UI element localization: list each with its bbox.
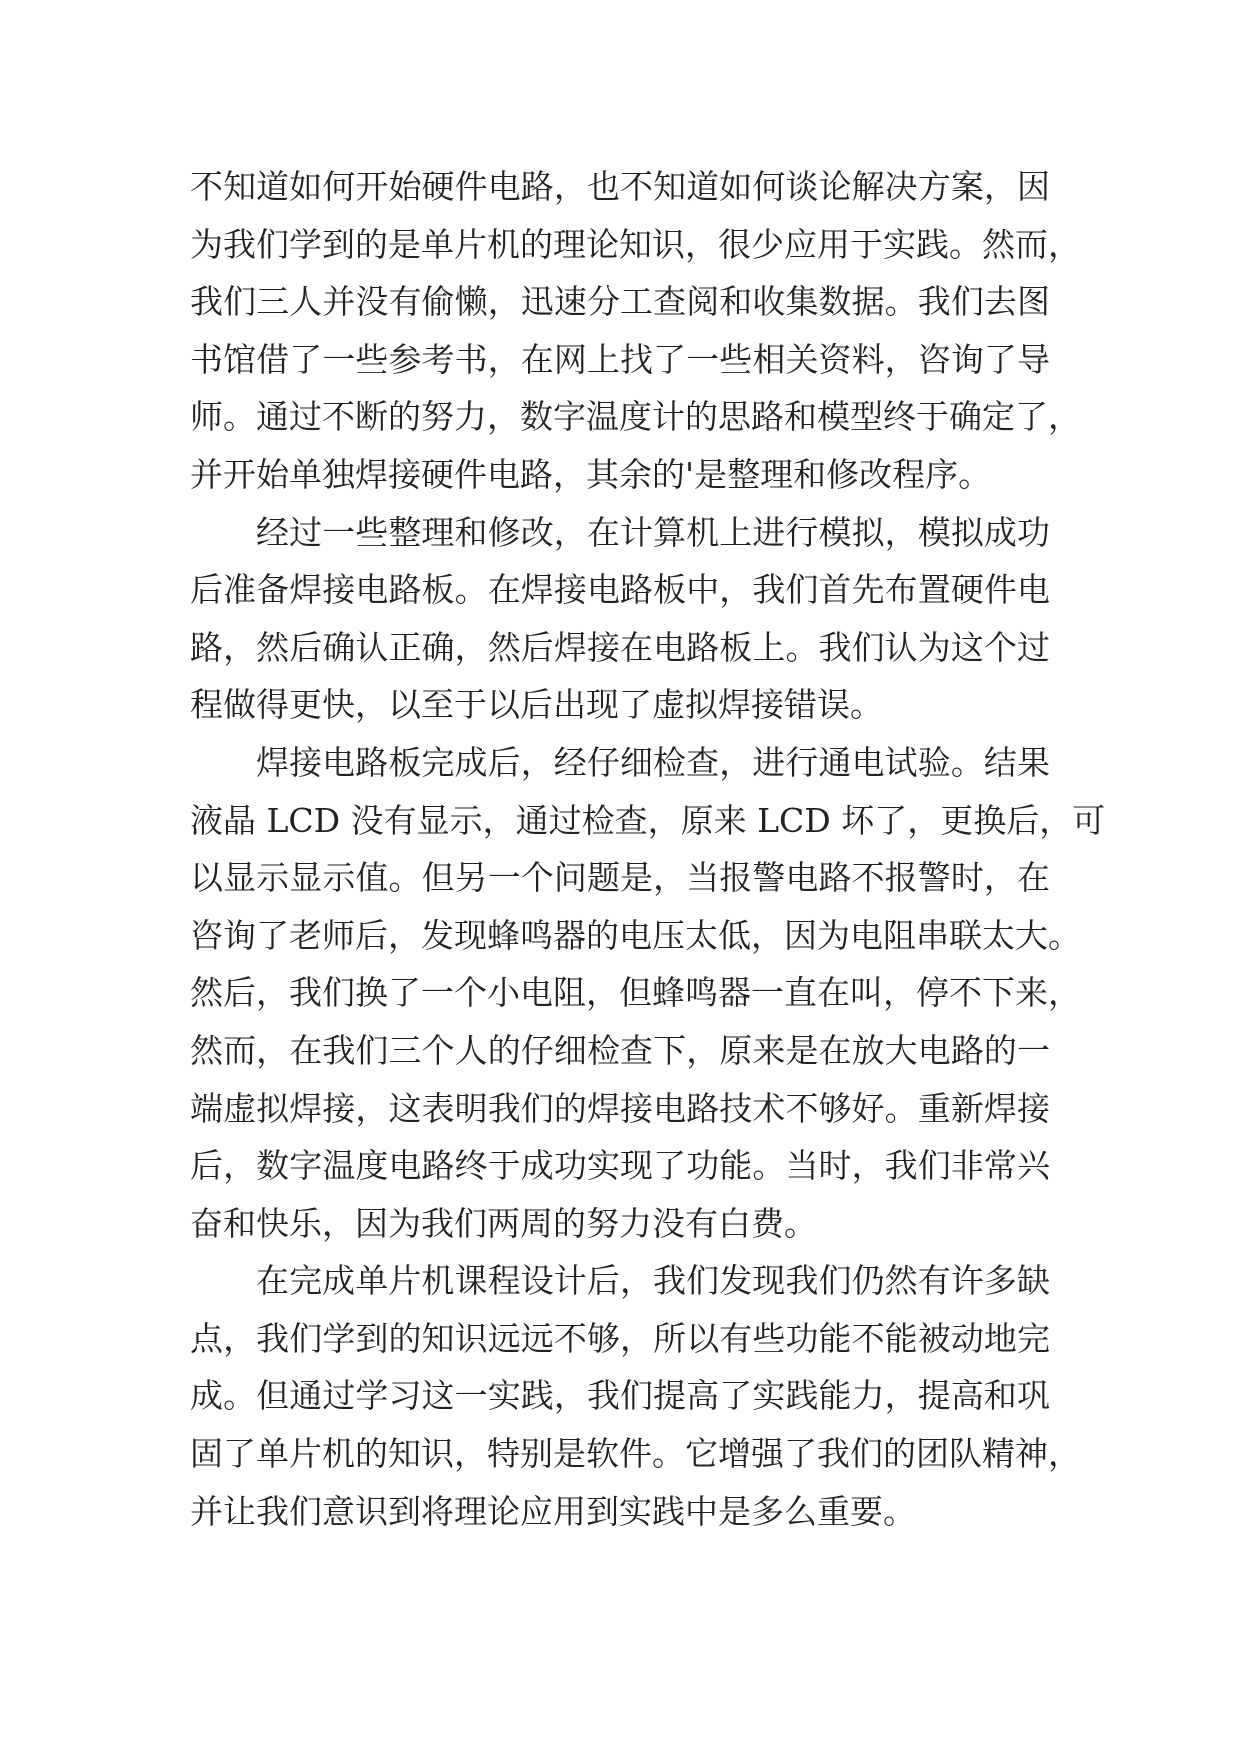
paragraph-2 (190, 504, 1050, 734)
text-line: 在完成单片机课程设计后，我们发现我们仍然有许多缺 (256, 1261, 1050, 1301)
paragraph-4 (190, 1252, 1081, 1540)
text-line: 焊接电路板完成后，经仔细检查，进行通电试验。结果 (256, 742, 1050, 782)
text-line: 后准备焊接电路板。在焊接电路板中，我们首先布置硬件电 (190, 570, 1050, 610)
text-line: 端虚拟焊接，这表明我们的焊接电路技术不够好。重新焊接 (190, 1088, 1050, 1128)
text-line: 并让我们意识到将理论应用到实践中是多么重要。 (190, 1491, 916, 1531)
text-line: 然而，在我们三个人的仔细检查下，原来是在放大电路的一 (190, 1030, 1050, 1070)
text-line: 路，然后确认正确，然后焊接在电路板上。我们认为这个过 (190, 627, 1050, 667)
text-line: 以显示显示值。但另一个问题是，当报警电路不报警时，在 (190, 858, 1050, 898)
text-line: 并开始单独焊接硬件电路，其余的'是整理和修改程序。 (190, 454, 992, 494)
text-line: 为我们学到的是单片机的理论知识，很少应用于实践。然而， (190, 224, 1081, 264)
text-line: 液晶 LCD 没有显示，通过检查，原来 LCD 坏了，更换后，可 (190, 800, 1106, 840)
body-text (190, 158, 1106, 1540)
text-line: 奋和快乐，因为我们两周的努力没有白费。 (190, 1203, 817, 1243)
text-line: 书馆借了一些参考书，在网上找了一些相关资料，咨询了导 (190, 339, 1050, 379)
text-line: 咨询了老师后，发现蜂鸣器的电压太低，因为电阻串联太大。 (190, 915, 1081, 955)
text-line: 我们三人并没有偷懒，迅速分工查阅和收集数据。我们去图 (190, 282, 1050, 322)
text-line: 点，我们学到的知识远远不够，所以有些功能不能被动地完 (190, 1318, 1050, 1358)
paragraph-1 (190, 158, 1081, 504)
text-line: 成。但通过学习这一实践，我们提高了实践能力，提高和巩 (190, 1376, 1050, 1416)
text-line: 不知道如何开始硬件电路，也不知道如何谈论解决方案，因 (190, 167, 1050, 206)
paragraph-3 (190, 734, 1106, 1252)
text-line: 经过一些整理和修改，在计算机上进行模拟，模拟成功 (256, 512, 1050, 552)
text-line: 然后，我们换了一个小电阻，但蜂鸣器一直在叫，停不下来， (190, 973, 1081, 1013)
text-line: 程做得更快，以至于以后出现了虚拟焊接错误。 (190, 685, 883, 725)
text-line: 固了单片机的知识，特别是软件。它增强了我们的团队精神， (190, 1434, 1081, 1474)
text-line: 师。通过不断的努力，数字温度计的思路和模型终于确定了， (190, 397, 1081, 437)
text-line: 后，数字温度电路终于成功实现了功能。当时，我们非常兴 (190, 1146, 1050, 1186)
